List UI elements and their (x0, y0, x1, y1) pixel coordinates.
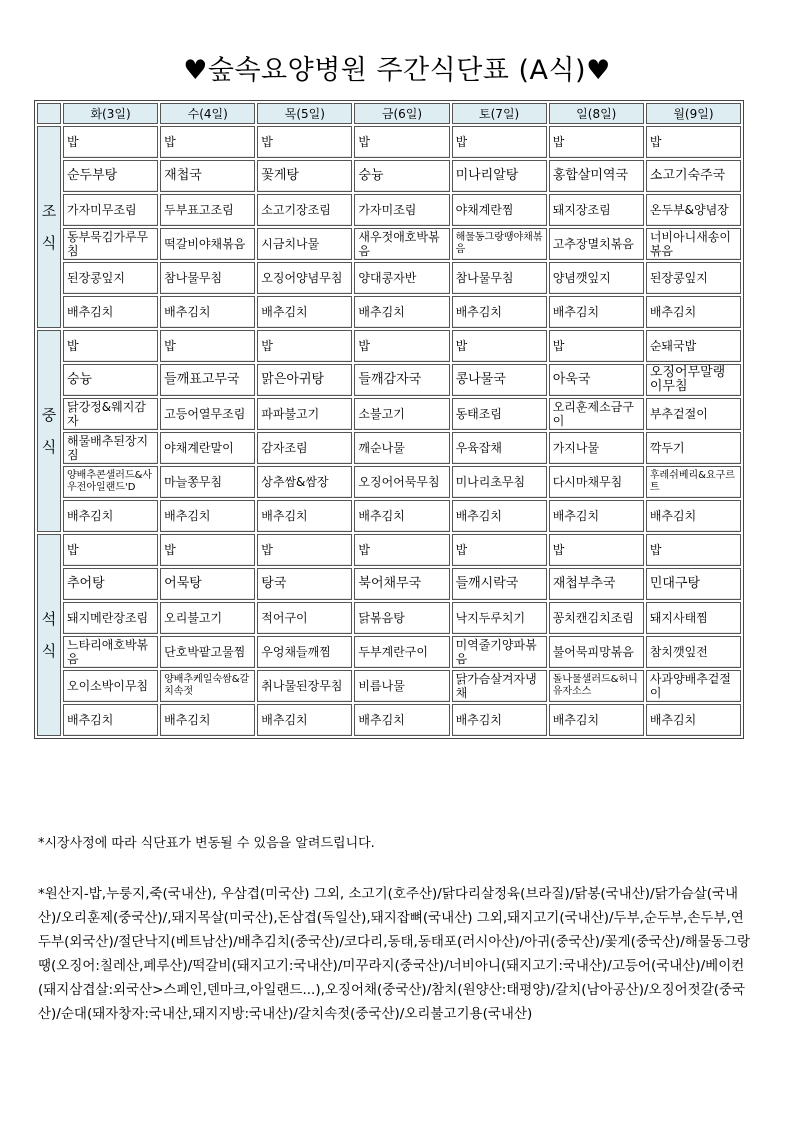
dinner-row (37, 534, 741, 566)
menu-item: 순두부탕 (63, 160, 158, 192)
lunch-row (37, 500, 741, 532)
menu-item: 밥 (549, 330, 644, 362)
menu-item: 야채계란찜 (452, 194, 547, 226)
menu-item: 밥 (646, 126, 741, 158)
menu-item: 밥 (452, 126, 547, 158)
menu-item: 두부계란구이 (354, 636, 449, 668)
breakfast-row (37, 194, 741, 226)
menu-item: 배추김치 (160, 296, 255, 328)
menu-item: 적어구이 (257, 602, 352, 634)
menu-item: 오징어무말랭이무침 (646, 364, 741, 396)
menu-item: 배추김치 (646, 500, 741, 532)
page-title: ♥숲속요양병원 주간식단표 (A식)♥ (183, 55, 611, 86)
menu-item: 양배추케일숙쌈&갈치속젓 (160, 670, 255, 702)
menu-item: 재첩국 (160, 160, 255, 192)
menu-item: 가자미조림 (354, 194, 449, 226)
menu-item: 온두부&양념장 (646, 194, 741, 226)
menu-item: 들깨감자국 (354, 364, 449, 396)
menu-item: 취나물된장무침 (257, 670, 352, 702)
menu-item: 우엉채들깨찜 (257, 636, 352, 668)
dinner-row (37, 636, 741, 668)
menu-item: 추어탕 (63, 568, 158, 600)
menu-item: 밥 (549, 126, 644, 158)
day-header: 일(8일) (549, 103, 644, 124)
dinner-row (37, 602, 741, 634)
menu-item: 단호박팥고물찜 (160, 636, 255, 668)
menu-item: 돌나물샐러드&허니유자소스 (549, 670, 644, 702)
day-header: 화(3일) (63, 103, 158, 124)
breakfast-row (37, 160, 741, 192)
menu-item: 밥 (160, 330, 255, 362)
menu-item: 배추김치 (63, 500, 158, 532)
menu-item: 순돼국밥 (646, 330, 741, 362)
weekly-menu-table (34, 100, 744, 739)
menu-item: 민대구탕 (646, 568, 741, 600)
menu-item: 참나물무침 (452, 262, 547, 294)
menu-item: 우육잡채 (452, 432, 547, 464)
menu-item: 소고기장조림 (257, 194, 352, 226)
menu-item: 돼지사태찜 (646, 602, 741, 634)
day-header-row (37, 103, 741, 124)
menu-item: 닭가슴살겨자냉채 (452, 670, 547, 702)
menu-item: 배추김치 (354, 296, 449, 328)
menu-item: 해물배추된장지짐 (63, 432, 158, 464)
menu-item: 어묵탕 (160, 568, 255, 600)
menu-item: 돼지장조림 (549, 194, 644, 226)
menu-item: 밥 (257, 534, 352, 566)
menu-item: 숭늉 (63, 364, 158, 396)
menu-item: 양대콩자반 (354, 262, 449, 294)
menu-item: 양념깻잎지 (549, 262, 644, 294)
menu-item: 미나리알탕 (452, 160, 547, 192)
menu-item: 밥 (63, 126, 158, 158)
menu-item: 밥 (549, 534, 644, 566)
menu-item: 밥 (63, 330, 158, 362)
menu-item: 밥 (63, 534, 158, 566)
menu-item: 숭늉 (354, 160, 449, 192)
day-header: 수(4일) (160, 103, 255, 124)
menu-item: 오리불고기 (160, 602, 255, 634)
menu-item: 배추김치 (452, 296, 547, 328)
dinner-row (37, 704, 741, 736)
menu-item: 된장콩잎지 (646, 262, 741, 294)
lunch-row (37, 364, 741, 396)
menu-item: 두부표고조림 (160, 194, 255, 226)
menu-item: 북어채무국 (354, 568, 449, 600)
menu-item: 양배추콘샐러드&사우전아일랜드'D (63, 466, 158, 498)
menu-item: 밥 (160, 534, 255, 566)
menu-item: 파파불고기 (257, 398, 352, 430)
menu-item: 배추김치 (452, 704, 547, 736)
menu-item: 밥 (354, 330, 449, 362)
menu-item: 홍합살미역국 (549, 160, 644, 192)
menu-item: 콩나물국 (452, 364, 547, 396)
breakfast-row (37, 296, 741, 328)
menu-item: 배추김치 (257, 704, 352, 736)
menu-item: 고추장멸치볶음 (549, 228, 644, 260)
menu-item: 닭강정&웨지감자 (63, 398, 158, 430)
menu-item: 들깨표고무국 (160, 364, 255, 396)
lunch-row (37, 330, 741, 362)
menu-item: 시금치나물 (257, 228, 352, 260)
menu-item: 배추김치 (160, 500, 255, 532)
change-notice: *시장사정에 따라 식단표가 변동될 수 있음을 알려드립니다. (38, 836, 375, 851)
menu-item: 가자미무조림 (63, 194, 158, 226)
menu-item: 배추김치 (549, 296, 644, 328)
menu-item: 깍두기 (646, 432, 741, 464)
menu-item: 사과양배추겉절이 (646, 670, 741, 702)
menu-item: 밥 (452, 330, 547, 362)
menu-item: 오리훈제소금구이 (549, 398, 644, 430)
menu-item: 가지나물 (549, 432, 644, 464)
lunch-label: 중 식 (37, 330, 61, 532)
day-header: 목(5일) (257, 103, 352, 124)
menu-item: 후레쉬베리&요구르트 (646, 466, 741, 498)
menu-item: 배추김치 (549, 704, 644, 736)
menu-item: 밥 (646, 534, 741, 566)
menu-item: 미나리초무침 (452, 466, 547, 498)
menu-item: 오징어어묵무침 (354, 466, 449, 498)
menu-item: 너비아니새송이볶음 (646, 228, 741, 260)
menu-item: 다시마채무침 (549, 466, 644, 498)
menu-item: 오징어양념무침 (257, 262, 352, 294)
breakfast-label: 조 식 (37, 126, 61, 328)
menu-item: 미역줄기양파볶음 (452, 636, 547, 668)
menu-item: 떡갈비야채볶음 (160, 228, 255, 260)
menu-item: 참치깻잎전 (646, 636, 741, 668)
menu-item: 새우젓애호박볶음 (354, 228, 449, 260)
dinner-row (37, 568, 741, 600)
menu-item: 배추김치 (160, 704, 255, 736)
menu-item: 배추김치 (646, 704, 741, 736)
breakfast-row (37, 262, 741, 294)
menu-item: 꽃게탕 (257, 160, 352, 192)
menu-item: 낙지두루치기 (452, 602, 547, 634)
menu-item: 배추김치 (354, 704, 449, 736)
day-header: 월(9일) (646, 103, 741, 124)
lunch-row (37, 398, 741, 430)
breakfast-row (37, 126, 741, 158)
menu-item: 느타리애호박볶음 (63, 636, 158, 668)
menu-item: 해물동그랑땡야채볶음 (452, 228, 547, 260)
menu-item: 깨순나물 (354, 432, 449, 464)
dinner-label: 석 식 (37, 534, 61, 736)
menu-item: 밥 (257, 330, 352, 362)
menu-item: 아욱국 (549, 364, 644, 396)
origin-info: *원산지-밥,누룽지,죽(국내산), 우삼겹(미국산) 그외, 소고기(호주산)/닭다리살정육(브라질)/닭봉(국내산)/닭가슴살(국내산)/오리훈제(중국산)/,돼지목살(미국산),돈삼겹(독일산),돼지잡뼈(국내산) 그외,돼지고기(국내산)/두부,순두부,손두부,연두부(외국산)/절단낙지(베트남산)/배추김치(중국산)/코다리,동태,동태포(러시아산)/아귀(중국산)/꽃게(중국산)/해물동그랑땡(오징어:칠레산,페루산)/떡갈비(돼지고기:국내산)/미꾸라지(중국산)/너비아니(돼지고기:국내산)/고등어(국내산)/베이컨(돼지삼겹살:외국산>스페인,덴마크,아일랜드...),오징어채(중국산)/참치(원양산:태평양)/갈치(남아공산)/오징어젓갈(중국산)/순대(돼자창자:국내산,돼지지방:국내산)/갈치속젓(중국산)/오리불고기용(국내산) (38, 886, 751, 1022)
menu-item: 배추김치 (452, 500, 547, 532)
menu-item: 배추김치 (63, 704, 158, 736)
menu-item: 동부묵김가루무침 (63, 228, 158, 260)
menu-item: 밥 (452, 534, 547, 566)
menu-item: 돼지메란장조림 (63, 602, 158, 634)
menu-item: 밥 (354, 534, 449, 566)
menu-item: 소불고기 (354, 398, 449, 430)
menu-item: 배추김치 (354, 500, 449, 532)
menu-item: 배추김치 (646, 296, 741, 328)
menu-item: 감자조림 (257, 432, 352, 464)
lunch-row (37, 432, 741, 464)
menu-item: 참나물무침 (160, 262, 255, 294)
menu-item: 불어묵피망볶음 (549, 636, 644, 668)
menu-item: 비름나물 (354, 670, 449, 702)
menu-item: 밥 (354, 126, 449, 158)
menu-body (37, 126, 741, 736)
menu-item: 배추김치 (257, 500, 352, 532)
menu-item: 오이소박이무침 (63, 670, 158, 702)
header-corner (37, 103, 61, 124)
menu-item: 재첩부추국 (549, 568, 644, 600)
menu-item: 마늘쫑무침 (160, 466, 255, 498)
menu-item: 부추겉절이 (646, 398, 741, 430)
menu-item: 동태조림 (452, 398, 547, 430)
menu-item: 고등어열무조림 (160, 398, 255, 430)
menu-item: 배추김치 (63, 296, 158, 328)
menu-item: 상추쌈&쌈장 (257, 466, 352, 498)
day-header: 토(7일) (452, 103, 547, 124)
menu-item: 꽁치캔김치조림 (549, 602, 644, 634)
dinner-row (37, 670, 741, 702)
menu-item: 야채계란말이 (160, 432, 255, 464)
menu-item: 배추김치 (549, 500, 644, 532)
breakfast-row (37, 228, 741, 260)
menu-item: 닭볶음탕 (354, 602, 449, 634)
menu-item: 된장콩잎지 (63, 262, 158, 294)
menu-item: 배추김치 (257, 296, 352, 328)
menu-item: 맑은아귀탕 (257, 364, 352, 396)
day-header: 금(6일) (354, 103, 449, 124)
menu-item: 탕국 (257, 568, 352, 600)
menu-item: 들깨시락국 (452, 568, 547, 600)
menu-item: 밥 (160, 126, 255, 158)
menu-item: 밥 (257, 126, 352, 158)
menu-item: 소고기숙주국 (646, 160, 741, 192)
lunch-row (37, 466, 741, 498)
